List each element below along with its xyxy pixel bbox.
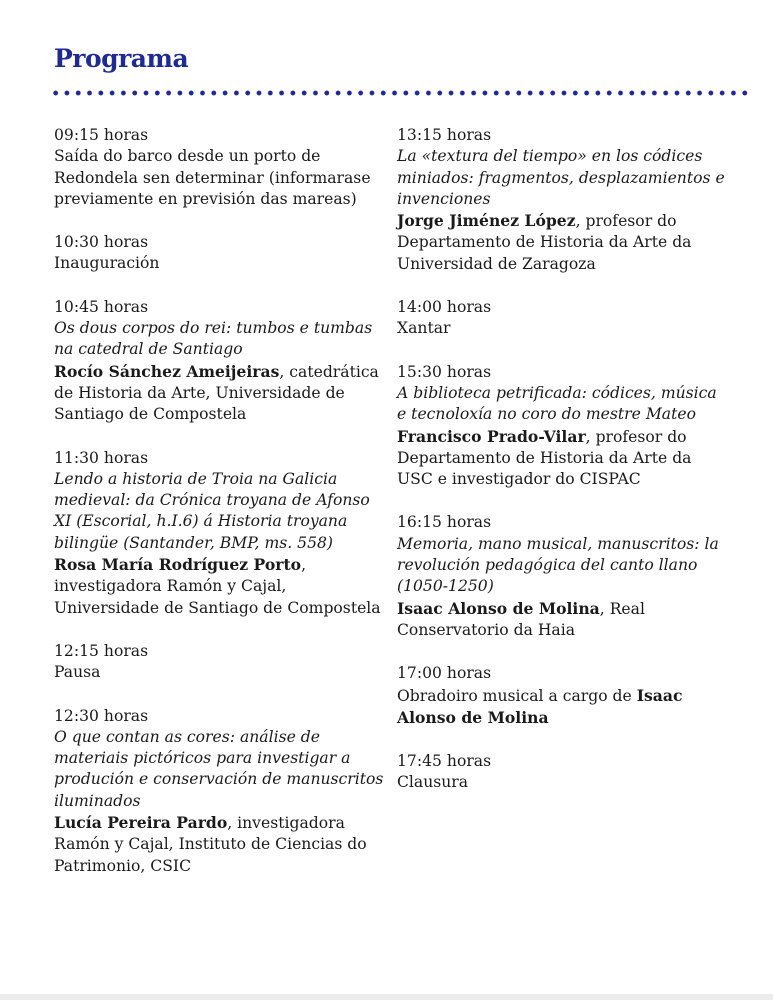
schedule-right-column: [397, 125, 727, 816]
speaker-affiliation: , investigadora Ramón y Cajal, Instituto de Ciencias do Patrimonio, CSIC: [54, 814, 367, 875]
speaker-name: Rosa María Rodríguez Porto: [54, 555, 302, 575]
schedule-item: [54, 232, 384, 275]
item-time: 10:30 horas: [54, 233, 149, 252]
talk-title: Memoria, mano musical, manuscritos: la revolución pedagógica del canto llano (1050-1250): [397, 534, 719, 596]
item-time: 16:15 horas: [397, 513, 492, 532]
item-time: 15:30 horas: [397, 362, 492, 381]
schedule-left-column: [54, 125, 384, 899]
speaker-affiliation: , investigadora Ramón y Cajal, Universidade de Santiago de Compostela: [54, 556, 381, 617]
talk-title: A biblioteca petrificada: códices, música e tecnoloxía no coro do mestre Mateo: [397, 383, 717, 424]
speaker-line: [54, 812, 384, 877]
schedule-item: [397, 751, 727, 794]
speaker-line: [397, 426, 727, 491]
speaker-affiliation: , profesor do Departamento de Historia da Arte da Universidad de Zaragoza: [397, 212, 692, 273]
talk-title: Os dous corpos do rei: tumbos e tumbas na catedral de Santiago: [54, 319, 373, 359]
item-time: 10:45 horas: [54, 297, 149, 316]
item-time: 13:15 horas: [397, 126, 492, 144]
page-title: Programa: [54, 44, 189, 73]
item-time: 09:15 horas: [54, 126, 149, 144]
item-time: 17:45 horas: [397, 752, 492, 771]
schedule-item: [397, 297, 727, 340]
speaker-line: [54, 361, 384, 426]
item-time: 14:00 horas: [397, 298, 492, 317]
page-bottom-edge: [0, 994, 773, 1000]
item-description: Clausura: [397, 773, 469, 792]
speaker-affiliation: , Real Conservatorio da Haia: [397, 599, 645, 639]
speaker-name: Francisco Prado-Vilar: [397, 426, 586, 446]
schedule-item: [397, 362, 727, 491]
item-description: Saída do barco desde un porto de Redondela sen determinar (informarase previamente en previsión das mareas): [54, 147, 371, 208]
item-time: 11:30 horas: [54, 448, 149, 467]
talk-title: Lendo a historia de Troia na Galicia medieval: da Crónica troyana de Afonso XI (Escorial, h.I.6) á Historia troyana bilingüe (Santander, BMP, ms. 558): [54, 469, 370, 552]
item-time: 17:00 horas: [397, 664, 492, 683]
schedule-item: [54, 125, 384, 210]
schedule-item: [397, 512, 727, 641]
schedule-item: [397, 125, 727, 275]
speaker-line: [54, 554, 384, 619]
speaker-line: [397, 598, 727, 642]
speaker-name: Rocío Sánchez Ameijeiras: [54, 361, 280, 381]
schedule-item: [54, 706, 384, 877]
speaker-line: [397, 210, 727, 275]
speaker-name: Isaac Alonso de Molina: [397, 685, 683, 727]
schedule-item: [54, 448, 384, 619]
speaker-name: Lucía Pereira Pardo: [54, 813, 228, 833]
speaker-name: Isaac Alonso de Molina: [397, 598, 600, 618]
item-time: 12:30 horas: [54, 706, 149, 725]
item-description: Inauguración: [54, 254, 160, 273]
speaker-line: [397, 685, 727, 730]
speaker-name: Jorge Jiménez López: [397, 211, 576, 231]
schedule-item: [397, 663, 727, 729]
item-description: Obradoiro musical a cargo de: [397, 686, 637, 705]
schedule-item: [54, 297, 384, 426]
dotted-divider: [50, 89, 750, 97]
item-description: Xantar: [397, 319, 451, 338]
speaker-affiliation: , profesor do Departamento de Historia da Arte da USC e investigador do CISPAC: [397, 427, 692, 489]
schedule-item: [54, 641, 384, 684]
talk-title: O que contan as cores: análise de materiais pictóricos para investigar a produción e conservación de manuscritos iluminados: [54, 727, 384, 810]
talk-title: La «textura del tiempo» en los códices miniados: fragmentos, desplazamientos e invenciones: [397, 147, 725, 208]
speaker-affiliation: , catedrática de Historia da Arte, Universidade de Santiago de Compostela: [54, 362, 379, 424]
item-description: Pausa: [54, 663, 101, 682]
item-time: 12:15 horas: [54, 641, 149, 660]
